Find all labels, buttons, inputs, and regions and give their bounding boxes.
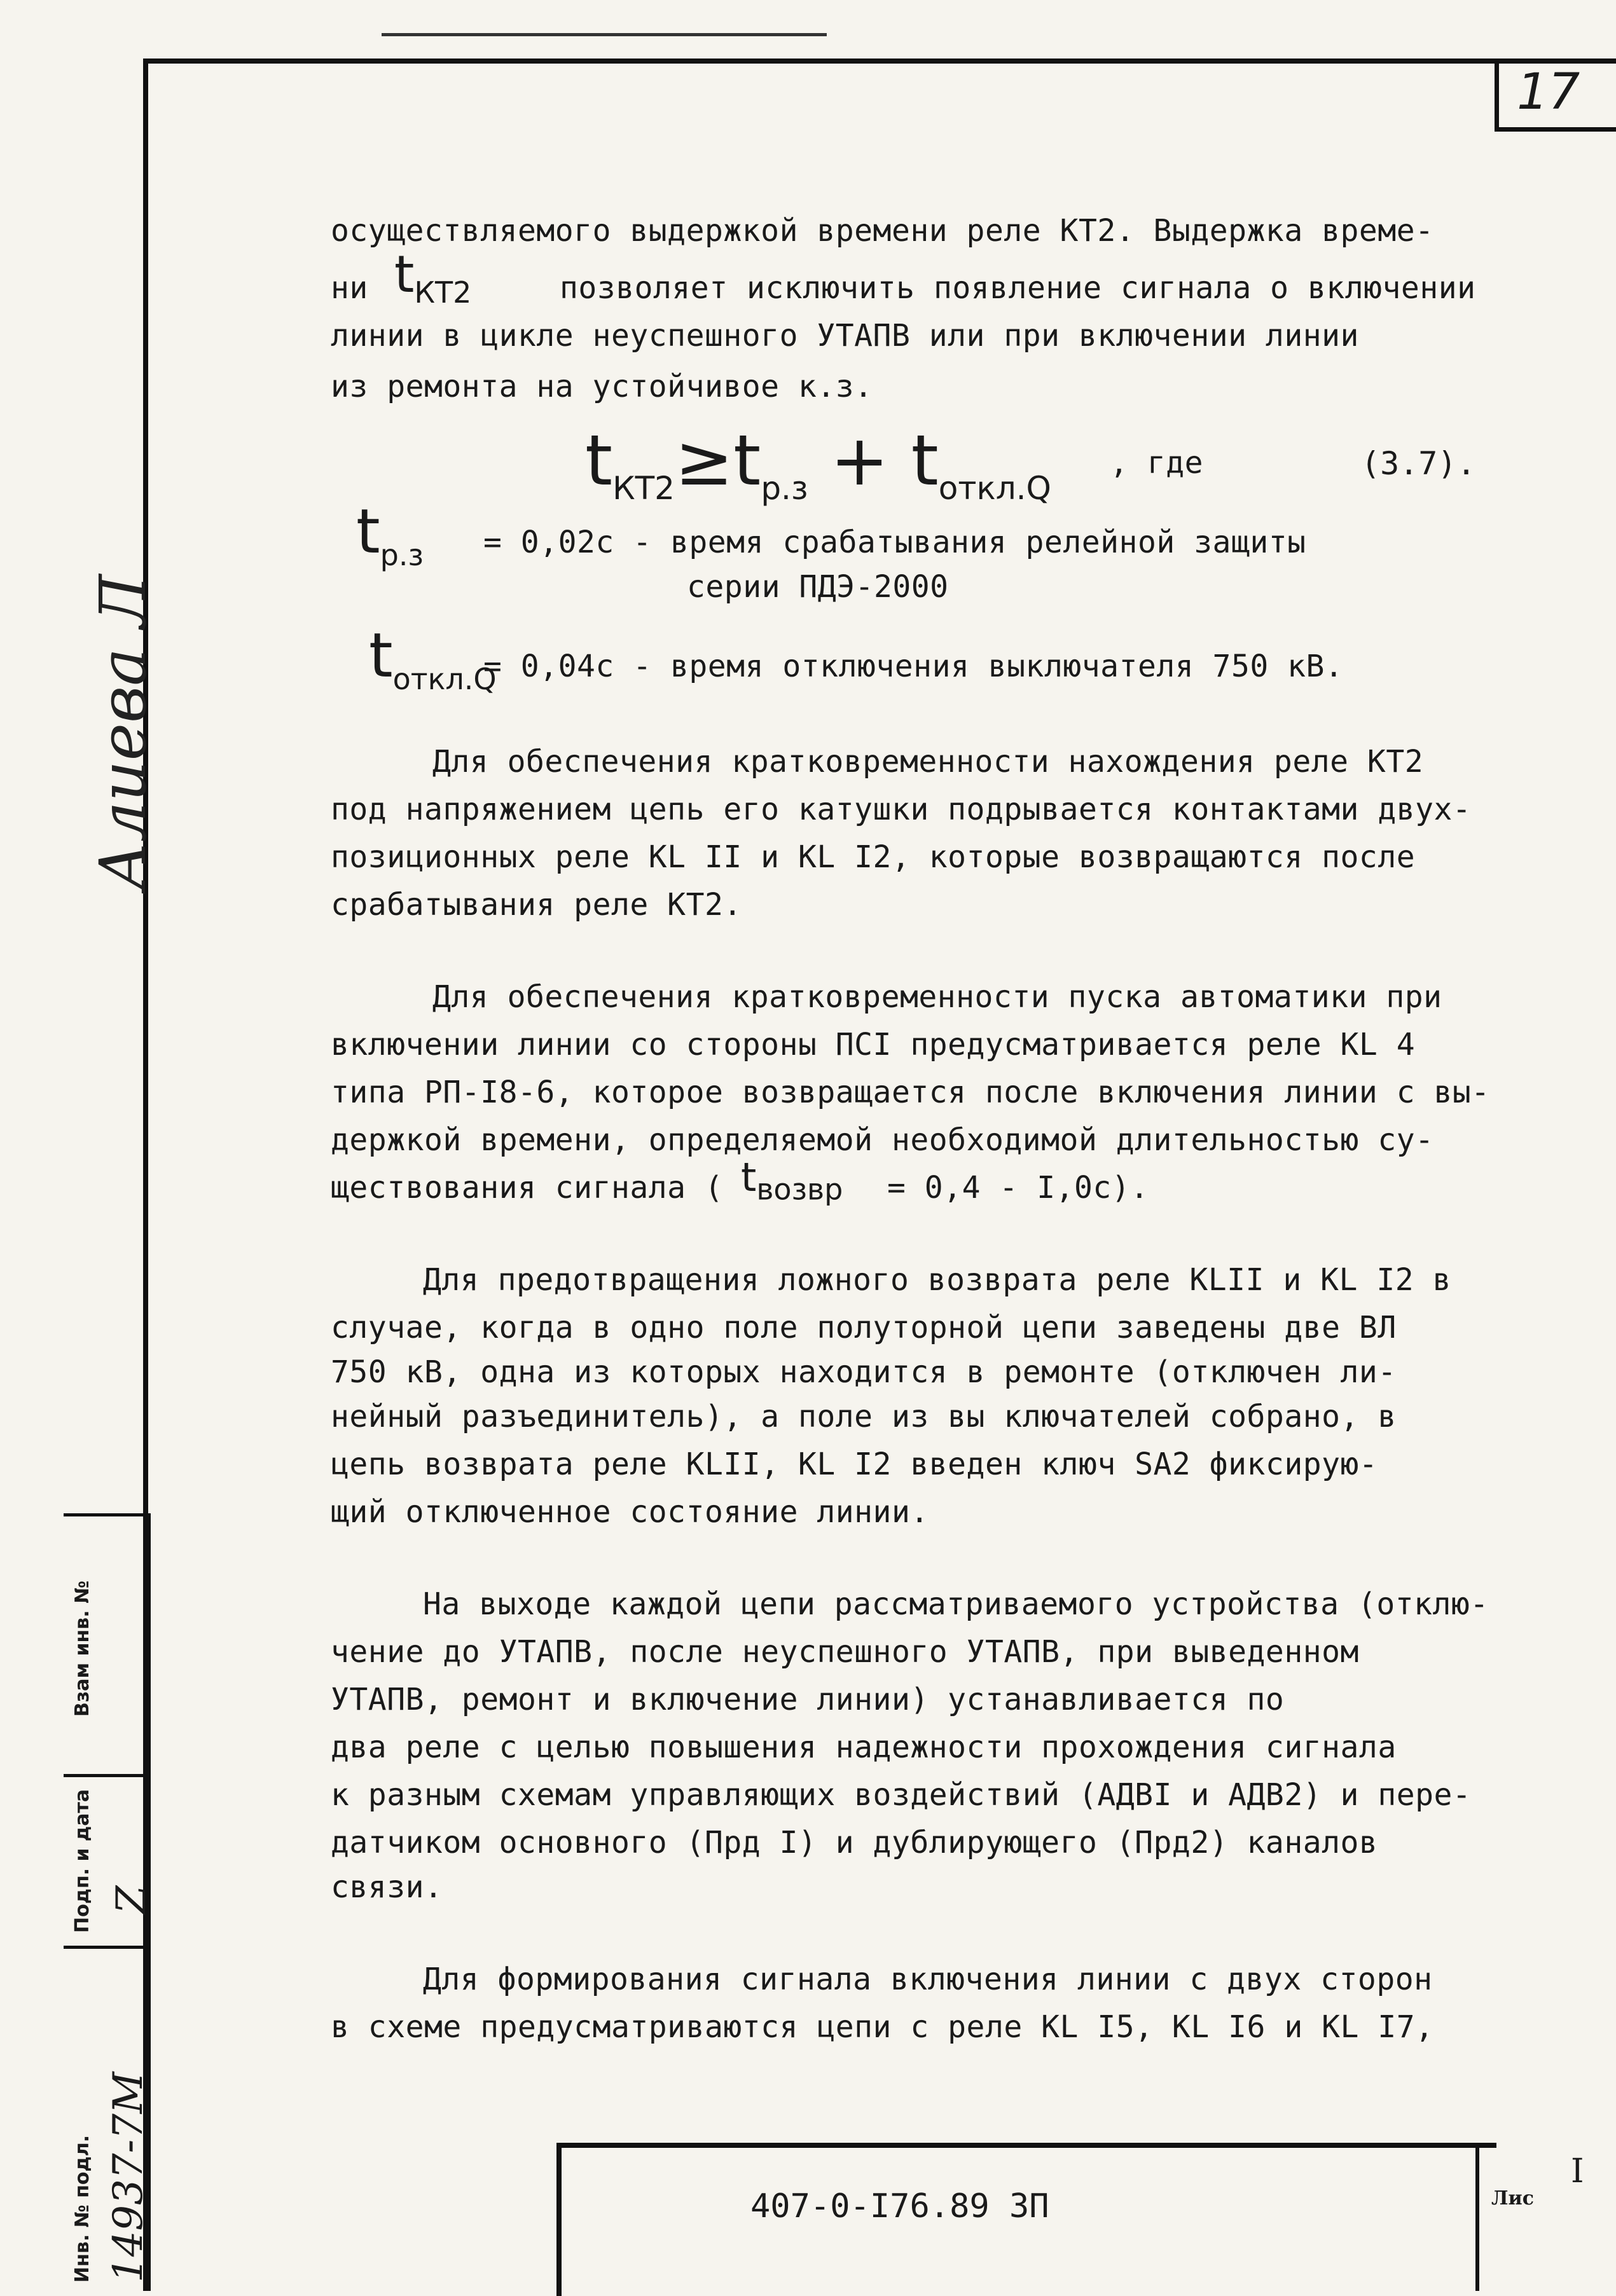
stamp-divider <box>64 1946 146 1949</box>
t-otkl-symbol: $t_{откл.Q}$ <box>369 620 497 697</box>
sheet-corner-box <box>1475 2143 1616 2291</box>
para5-line5: к разным схемам управляющих воздействий (АДВI и АДВ2) и пере- <box>331 1777 1472 1813</box>
t-rz-symbol: $t_{р.з}$ <box>356 496 424 573</box>
stamp-vzam-label: Взам инв. № <box>71 1580 93 1717</box>
para4-line4: нейный разъединитель), а поле из вы ключателей собрано, в <box>331 1399 1397 1434</box>
formula-gde: , где <box>1110 445 1203 481</box>
para5-line7: связи. <box>331 1869 443 1905</box>
para1-line1: осуществляемого выдержкой времени реле КТ2. Выдержка време- <box>331 213 1434 249</box>
para3-line5-rest: = 0,4 - I,0с). <box>887 1170 1149 1206</box>
def-tpz-line1: = 0,02с - время срабатывания релейной защиты <box>483 525 1306 560</box>
para6-line2: в схеме предусматриваются цепи с реле КL I5, КL I6 и КL I7, <box>331 2009 1434 2045</box>
para3-line5-start: ществования сигнала ( <box>331 1170 724 1206</box>
para2-line4: срабатывания реле КТ2. <box>331 887 742 923</box>
stamp-inv-label: Инв. № подл. <box>71 2134 93 2283</box>
page-number: 17 <box>1517 64 1580 121</box>
para2-line2: под напряжением цепь его катушки подрывается контактами двух- <box>331 792 1472 827</box>
def-tpz-line2: серии ПДЭ-2000 <box>687 569 949 605</box>
para2-line3: позиционных реле КL II и КL I2, которые возвращаются после <box>331 839 1416 875</box>
stamp-podp-label: Подп. и дата <box>71 1789 93 1933</box>
para1-line3: линии в цикле неуспешного УТАПВ или при включении линии <box>331 318 1359 354</box>
frame-top-line <box>143 58 1616 64</box>
frame-top-thin-line <box>382 33 827 36</box>
para1-line4: из ремонта на устойчивое к.з. <box>331 369 873 404</box>
margin-signature: Алиева Л <box>86 574 160 890</box>
t-vozvr-symbol: $t_{возвр}$ <box>741 1154 843 1207</box>
def-totkl-line1: = 0,04с - время отключения выключателя 750 кВ. <box>483 649 1344 684</box>
stamp-inv-value: 14937-7М <box>105 2072 152 2283</box>
para5-line6: датчиком основного (Прд I) и дублирующего (Прд2) каналов <box>331 1825 1378 1860</box>
para4-line2: случае, когда в одно поле полуторной цепи заведены две ВЛ <box>331 1310 1397 1345</box>
stamp-podp-value: Z <box>108 1885 155 1914</box>
para4-line3: 750 кВ, одна из которых находится в ремонте (отключен ли- <box>331 1354 1397 1390</box>
t-kt2-inline: $t_{КТ2}$ <box>394 245 472 310</box>
para4-line1: Для предотвращения ложного возврата реле КLII и КL I2 в <box>423 1262 1451 1298</box>
para3-line1: Для обеспечения кратковременности пуска автоматики при <box>432 979 1442 1015</box>
stamp-divider <box>64 1774 146 1777</box>
formula-3-7: $t_{КТ2}\ge t_{р.з} + t_{откл.Q}$ <box>585 420 1051 507</box>
para6-line1: Для формирования сигнала включения линии с двух сторон <box>423 1962 1433 1997</box>
para4-line6: щий отключенное состояние линии. <box>331 1494 929 1530</box>
para5-line3: УТАПВ, ремонт и включение линии) устанавливается по <box>331 1682 1285 1717</box>
para5-line1: На выходе каждой цепи рассматриваемого устройства (отклю- <box>423 1586 1489 1622</box>
para1-line2-rest: позволяет исключить появление сигнала о включении <box>560 270 1476 306</box>
para4-line5: цепь возврата реле КLII, КL I2 введен ключ SA2 фиксирую- <box>331 1447 1378 1482</box>
equation-number: (3.7). <box>1361 445 1476 482</box>
document-code: 407-0-I76.89 ЗП <box>750 2187 1049 2225</box>
sheet-mark: I <box>1571 2152 1584 2190</box>
para3-line2: включении линии со стороны ПСI предусматривается реле КL 4 <box>331 1027 1416 1062</box>
para3-line4: держкой времени, определяемой необходимой длительностью су- <box>331 1122 1434 1158</box>
para5-line4: два реле с целью повышения надежности прохождения сигнала <box>331 1729 1397 1765</box>
stamp-divider <box>64 1513 146 1516</box>
para2-line1: Для обеспечения кратковременности нахождения реле КТ2 <box>432 744 1424 780</box>
para5-line2: чение до УТАПВ, после неуспешного УТАПВ, при выведенном <box>331 1634 1359 1670</box>
para1-line2-start: ни <box>331 270 368 306</box>
sheet-label: Лис <box>1491 2187 1535 2210</box>
para3-line3: типа РП-I8-6, которое возвращается после включения линии с вы- <box>331 1075 1490 1110</box>
